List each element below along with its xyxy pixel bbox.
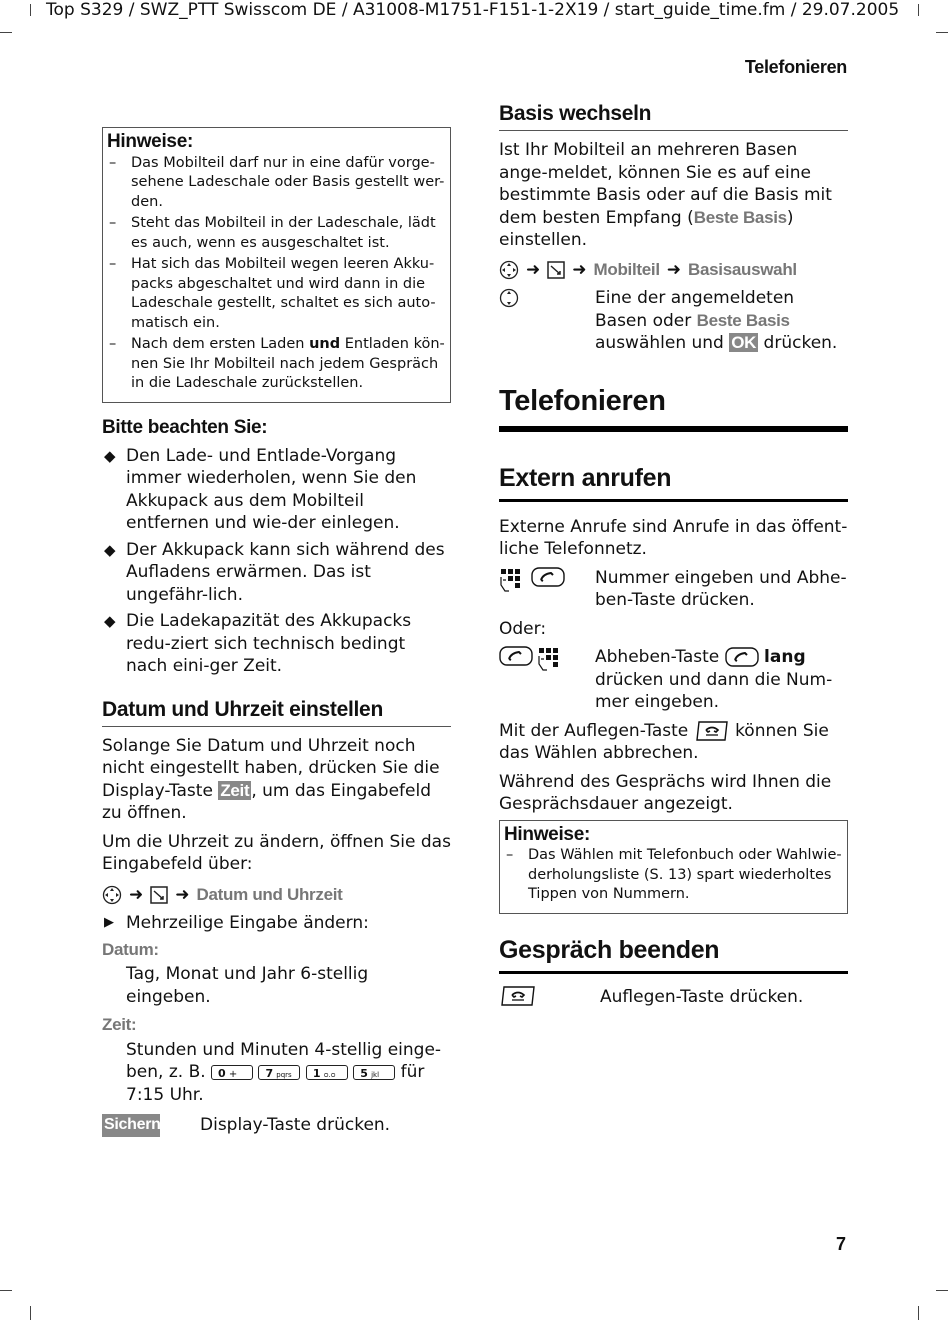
key-0[interactable] [211, 1065, 253, 1080]
step-icon-cell [499, 646, 595, 714]
zeit-label: Zeit: [102, 1015, 137, 1034]
duration-para: Während des Gesprächs wird Ihnen die Gesprächsdauer angezeigt. [499, 771, 832, 814]
step-text: Mehrzeilige Eingabe ändern: [126, 913, 369, 933]
key-digit: 7 [265, 1066, 274, 1080]
extern-para: Externe Anrufe sind Anrufe in das öffent-liche Telefonnetz. [499, 516, 848, 559]
step-icon-cell [499, 567, 595, 612]
datetime-para [102, 735, 451, 825]
datetime-para2: Um die Uhrzeit zu ändern, öffnen Sie das Eingabefeld über: [102, 831, 451, 874]
bullet-text: Die Ladekapazität des Akkupacks redu-ziert sich technisch bedingt nach eini-ger Zeit. [126, 611, 412, 676]
telefonieren-heading: Telefonieren [499, 385, 848, 432]
arrow-icon: ➜ [572, 259, 587, 280]
zeit-text-post: für [400, 1062, 425, 1082]
bullet-item [102, 539, 451, 607]
menu-beste-basis: Beste Basis [696, 310, 790, 330]
section-header: Telefonieren [744, 57, 847, 77]
crop-mark [0, 1290, 12, 1291]
para-text: Solange Sie Datum und Uhrzeit noch nicht eingestellt haben, drücken Sie die Display-Taste [102, 735, 440, 801]
save-text: Display-Taste drücken. [200, 1115, 391, 1135]
bullet-text: Der Akkupack kann sich während des Aufladens erwärmen. Das ist ungefähr-lich. [126, 539, 445, 605]
navigation-key-icon [102, 885, 122, 905]
step-text: auswählen und [595, 333, 730, 353]
save-step [102, 1114, 451, 1137]
hint-item [107, 335, 446, 394]
running-header: Top S329 / SWZ_PTT Swisscom DE / A31008-M1751-F151-1-2X19 / start_guide_time.fm / 29.07.2005 [46, 0, 900, 20]
key-digit: 1 [312, 1066, 321, 1080]
para-text: können Sie das Wählen abbrechen. [499, 720, 829, 763]
beenden-heading: Gespräch beenden [499, 936, 848, 974]
para-text: Ist Ihr Mobilteil an mehreren Basen ange-meldet, können Sie es auf eine bestimmte Basis oder auf die Basis mit dem besten Empfang ( [499, 140, 832, 228]
key-1[interactable] [306, 1065, 348, 1080]
hint-text: Entladen kön-nen Sie Ihr Mobilteil nach jedem Gespräch in die Ladeschale zurückstellen. [131, 336, 445, 391]
hint-bold: und [309, 336, 341, 352]
step-text: Abheben-Taste [595, 647, 720, 667]
key-sub: ᴑ.ᴑ [323, 1070, 336, 1079]
zeit-text-end: 7:15 Uhr. [126, 1084, 204, 1105]
settings-menu-icon [150, 886, 168, 904]
display-key-ok[interactable]: OK [731, 333, 757, 352]
key-5[interactable] [353, 1065, 395, 1080]
menu-item-mobilteil[interactable]: Mobilteil [593, 259, 660, 279]
hint-text: Nach dem ersten Laden [131, 336, 310, 352]
hint-box-extern [499, 820, 848, 914]
endcall-para [499, 720, 848, 765]
para-text: Mit der Auflegen-Taste [499, 720, 689, 741]
crop-mark [0, 32, 12, 33]
navigation-key-updown-icon [499, 288, 519, 308]
datum-label: Datum: [102, 939, 159, 959]
basis-heading: Basis wechseln [499, 102, 848, 131]
datum-text: Tag, Monat und Jahr 6-stellig eingeben. [126, 964, 369, 1007]
triangle-right-icon: ▶ [104, 915, 114, 930]
arrow-icon: ➜ [526, 259, 541, 280]
call-key-icon [725, 647, 759, 667]
multiline-step [102, 912, 451, 935]
crop-mark [936, 32, 948, 33]
crop-mark [918, 1306, 919, 1320]
crop-mark [936, 1290, 948, 1291]
hint-title: Hinweise: [504, 823, 590, 845]
hint-box [102, 127, 451, 403]
settings-menu-icon [547, 261, 565, 279]
basis-menu-path [499, 259, 848, 282]
arrow-icon: ➜ [666, 259, 681, 280]
left-column [102, 127, 451, 1137]
bullet-text: Den Lade- und Entlade-Vorgang immer wiederholen, wenn Sie den Akkupack aus dem Mobilteil entfernen und wie-der einlegen. [126, 445, 417, 533]
end-call-key-icon [499, 986, 537, 1006]
menu-item-datetime[interactable]: Datum und Uhrzeit [196, 884, 343, 904]
datetime-heading: Datum und Uhrzeit einstellen [102, 698, 451, 727]
crop-mark [30, 1306, 31, 1320]
attention-title: Bitte beachten Sie: [102, 416, 268, 438]
end-call-key-icon [694, 721, 730, 741]
oder-label: Oder: [499, 618, 547, 639]
extern-step2-text [595, 646, 848, 714]
step-text: Auflegen-Taste drücken. [600, 986, 804, 1007]
beenden-step [499, 986, 848, 1013]
step-icon-cell [499, 287, 595, 355]
hint-item: – Hat sich das Mobilteil wegen leeren Akku-packs abgeschaltet und wird dann in die Ladeschale gestellt, schaltet es sich auto-matisch ein. [107, 255, 446, 333]
crop-mark [918, 4, 919, 16]
key-sub: + [228, 1068, 238, 1080]
call-key-icon [531, 567, 565, 587]
hint-item: – Das Mobilteil darf nur in eine dafür vorge-sehene Ladeschale oder Basis gestellt wer-den. [107, 154, 446, 213]
zeit-text-pre: Stunden und Minuten 4-stellig einge-ben, z. B. [126, 1039, 442, 1082]
menu-beste-basis: Beste Basis [693, 207, 787, 227]
hint-title: Hinweise: [107, 131, 193, 152]
bullet-item [102, 610, 451, 678]
basis-step-text [595, 287, 848, 355]
step-text: Eine der angemeldeten Basen oder [595, 288, 795, 331]
key-sub: pqrs [276, 1070, 292, 1079]
keypad-icon [499, 567, 525, 595]
arrow-icon: ➜ [129, 884, 144, 905]
basis-step [499, 287, 848, 355]
zeit-text [102, 1039, 451, 1107]
display-key-zeit[interactable]: Zeit [220, 780, 250, 800]
menu-path [102, 884, 451, 907]
right-column [499, 102, 848, 1012]
hint-item: – Steht das Mobilteil in der Ladeschale, lädt es auch, wenn es ausgeschaltet ist. [107, 214, 446, 253]
key-7[interactable] [258, 1065, 300, 1080]
call-key-icon [499, 646, 533, 666]
para-text: , um das Eingabefeld zu öffnen. [102, 780, 432, 823]
arrow-icon: ➜ [175, 884, 190, 905]
step-text: drücken und dann die Num-mer eingeben. [595, 669, 833, 712]
extern-step2 [499, 646, 848, 714]
menu-item-basisauswahl[interactable]: Basisauswahl [688, 259, 797, 279]
extern-step1 [499, 567, 848, 612]
step-bold: lang [764, 647, 806, 667]
keypad-icon [537, 646, 563, 674]
extern-heading: Extern anrufen [499, 464, 848, 502]
crop-mark [30, 4, 31, 16]
step-icon-cell [499, 986, 600, 1013]
display-key-sichern[interactable]: Sichern [102, 1114, 160, 1137]
bullet-item [102, 445, 451, 535]
para-text: ) einstellen. [499, 207, 794, 250]
step-text: Nummer eingeben und Abhe-ben-Taste drücken. [595, 567, 847, 610]
navigation-key-icon [499, 260, 519, 280]
key-digit: 5 [360, 1066, 368, 1080]
step-text: drücken. [758, 333, 838, 353]
basis-para [499, 139, 848, 252]
diamond-icon: ◆ [104, 612, 116, 630]
page-number: 7 [836, 1234, 846, 1254]
hint-item: – Das Wählen mit Telefonbuch oder Wahlwie-derholungsliste (S. 13) spart wiederholtes Tippen von Nummern. [504, 846, 843, 905]
diamond-icon: ◆ [104, 446, 116, 465]
key-digit: 0 [218, 1066, 226, 1080]
diamond-icon: ◆ [104, 540, 116, 559]
key-sub: jkl [371, 1070, 380, 1079]
